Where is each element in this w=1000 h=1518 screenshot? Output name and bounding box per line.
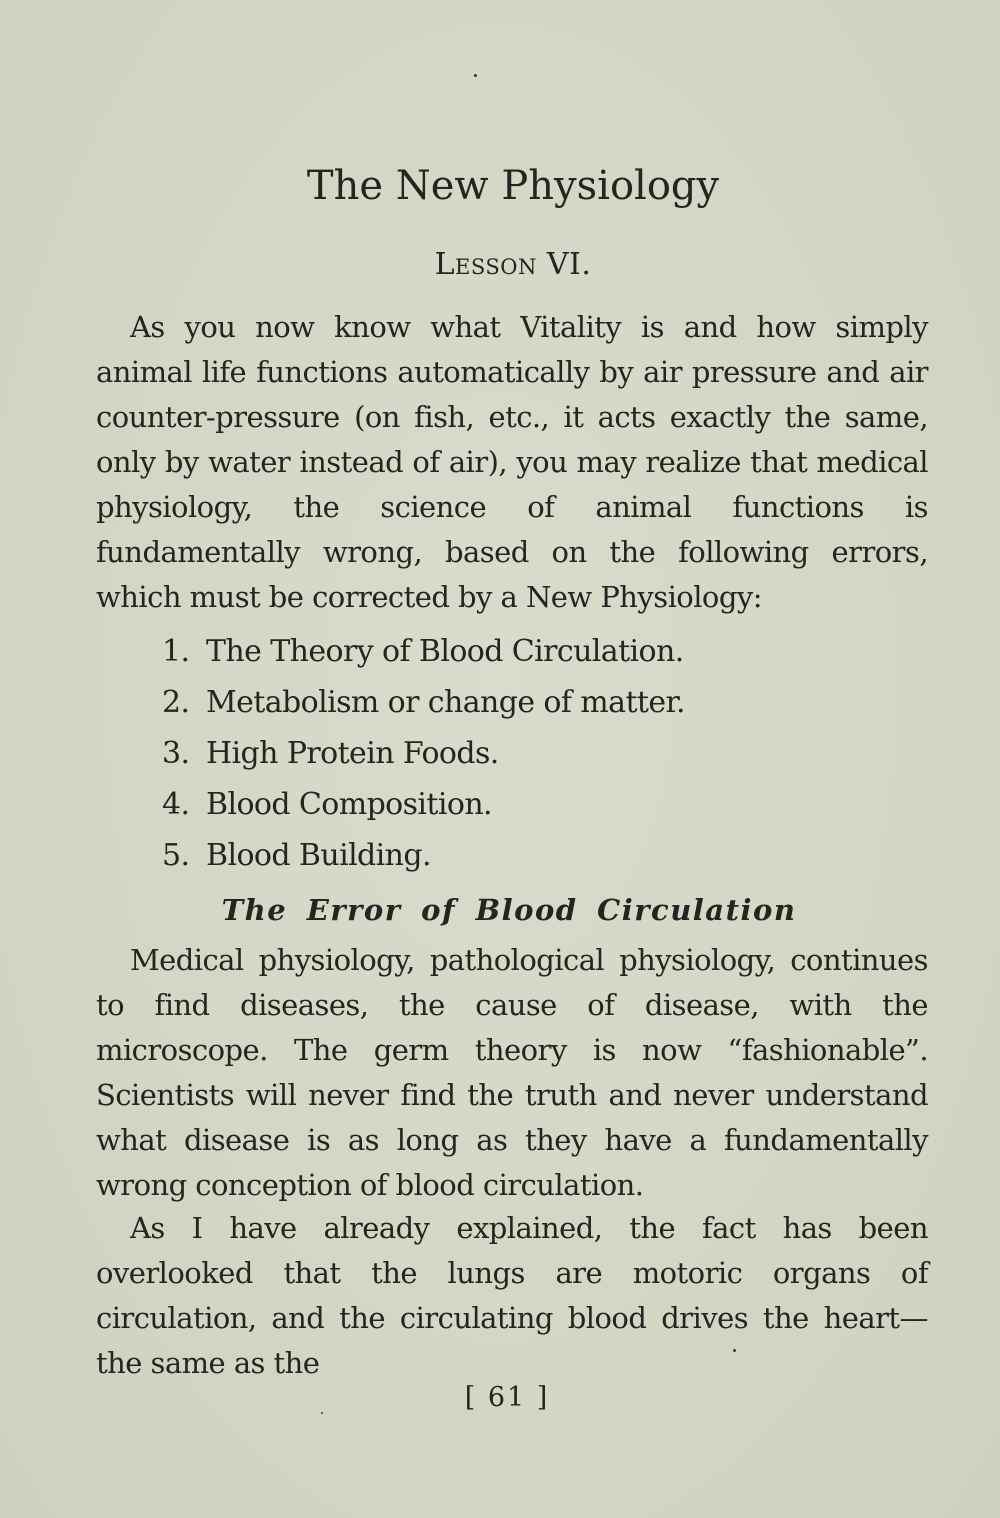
list-item-number: 1. [162, 634, 190, 669]
list-item-number: 4. [162, 787, 190, 822]
intro-paragraph-text: As you now know what Vitality is and how simply animal life functions automatically by air pressure and air counter-pressure (on fish, etc., it acts exactly the same, only by water instead of air), you may realize that medical physiology, the science of animal functions is fundamentally wrong, based on the following errors, which must be corrected by a New Physiology: [96, 310, 928, 614]
list-item-text: The Theory of Blood Circulation. [206, 634, 684, 669]
lungs-paragraph-text: As I have already explained, the fact has been overlooked that the lungs are motoric organs of circulation, and the circulating blood drives the heart—the same as the [96, 1211, 928, 1380]
errors-list [162, 626, 685, 881]
germ-theory-paragraph-text: Medical physiology, pathological physiology, continues to find diseases, the cause of disease, with the microscope. The germ theory is now “fashionable”. Scientists will never find the truth and never understand what disease is as long as they have a fundamentally wrong conception of blood circulation. [96, 943, 928, 1202]
list-item [162, 626, 685, 677]
list-item-number: 3. [162, 736, 190, 771]
page-title: The New Physiology [306, 163, 720, 209]
list-item [162, 728, 685, 779]
list-item-number: 2. [162, 685, 190, 720]
list-item-text: High Protein Foods. [206, 736, 499, 771]
list-item-number: 5. [162, 838, 190, 873]
intro-paragraph [96, 305, 928, 620]
section-heading: The Error of Blood Circulation [221, 893, 797, 927]
print-speck [474, 74, 477, 77]
list-item-text: Metabolism or change of matter. [206, 685, 685, 720]
lungs-paragraph [96, 1206, 928, 1386]
germ-theory-paragraph [96, 938, 928, 1208]
list-item [162, 830, 685, 881]
list-item [162, 677, 685, 728]
list-item [162, 779, 685, 830]
list-item-text: Blood Building. [206, 838, 431, 873]
list-item-text: Blood Composition. [206, 787, 492, 822]
page-number: [ 61 ] [464, 1382, 550, 1413]
lesson-heading: Lesson VI. [434, 247, 592, 282]
